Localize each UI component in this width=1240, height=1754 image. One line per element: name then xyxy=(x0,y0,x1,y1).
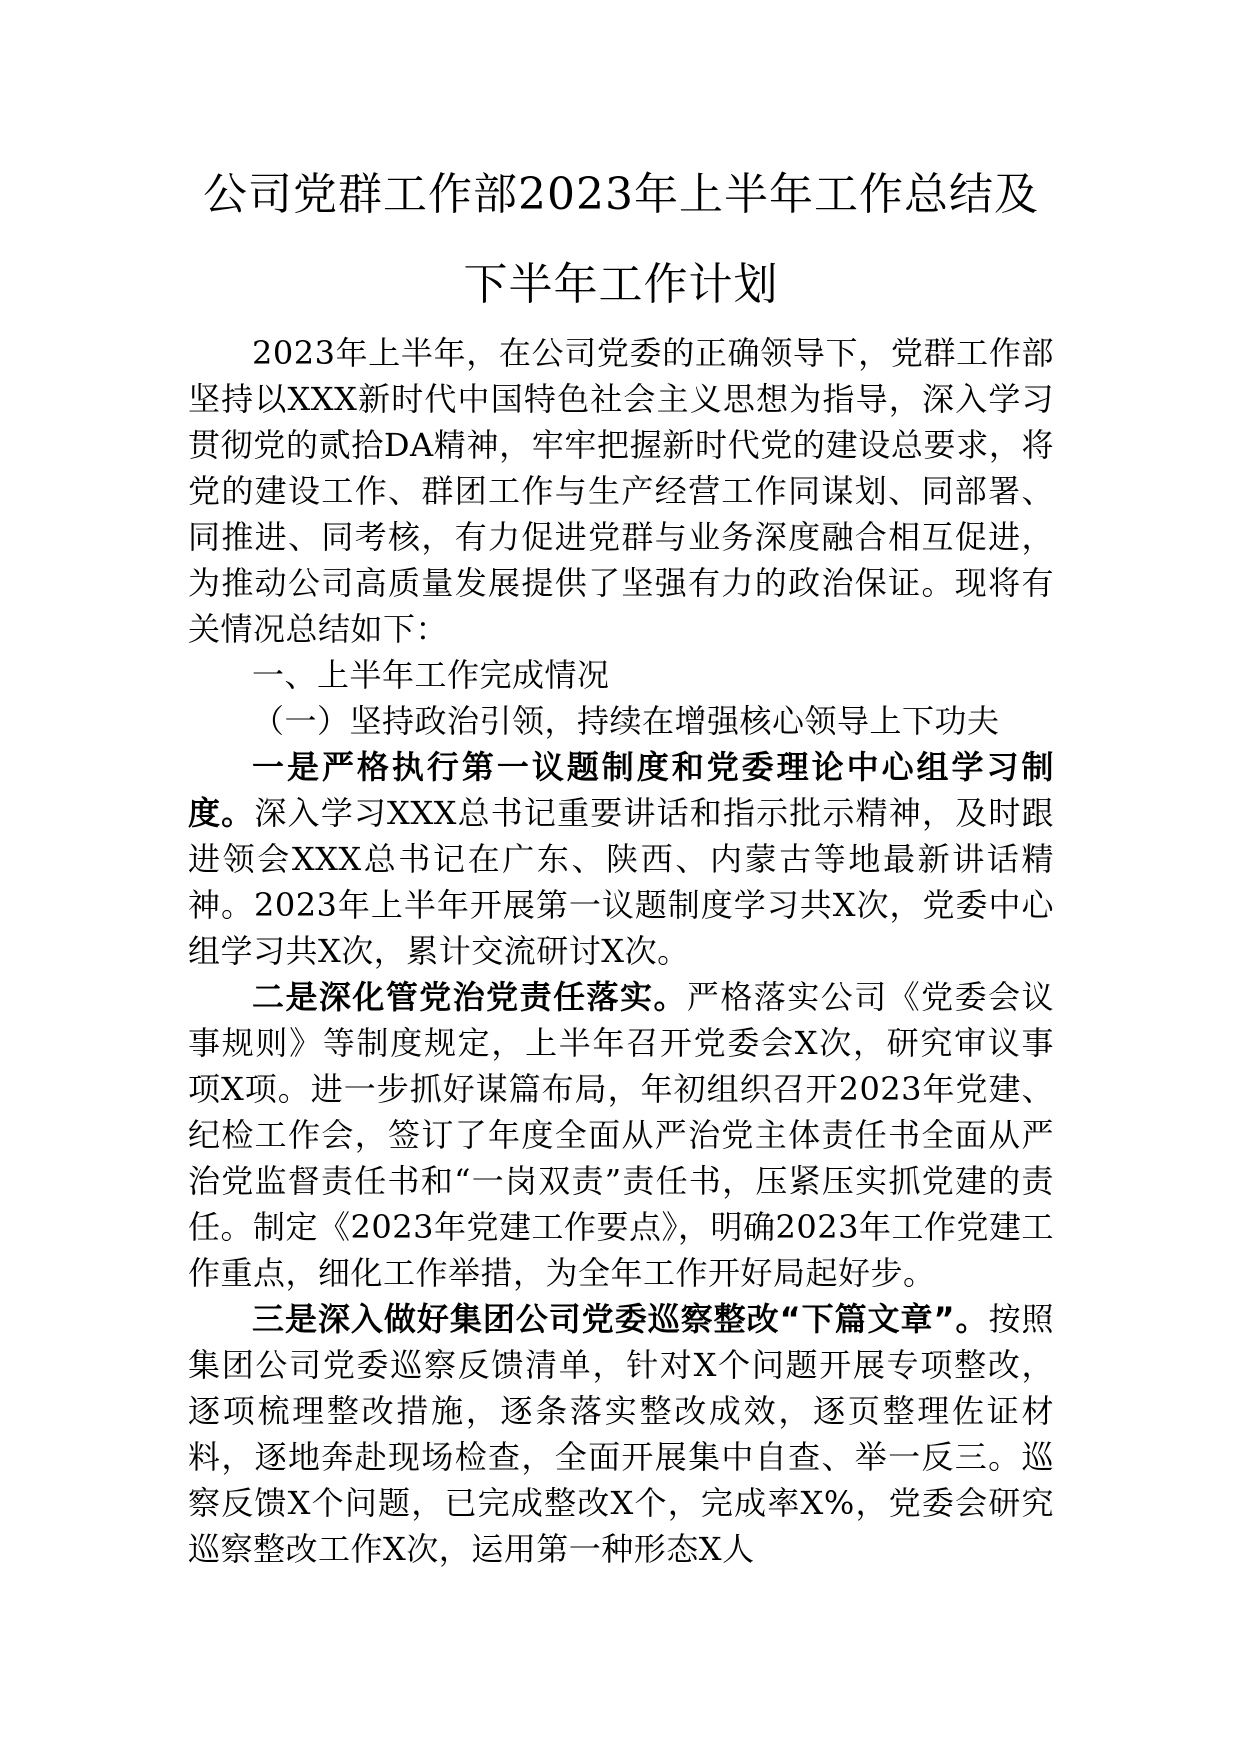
document-page xyxy=(188,150,1054,1572)
intro-paragraph: 2023年上半年，在公司党委的正确领导下，党群工作部坚持以XXX新时代中国特色社会主义思想为指导，深入学习贯彻党的贰拾DA精神，牢牢把握新时代党的建设总要求，将党的建设工作、群团工作与生产经营工作同谋划、同部署、同推进、同考核，有力促进党群与业务深度融合相互促进，为推动公司高质量发展提供了坚强有力的政治保证。现将有关情况总结如下： xyxy=(188,334,1054,648)
document-title xyxy=(188,150,1054,330)
item-3-lead: 三是深入做好集团公司党委巡察整改“下篇文章”。 xyxy=(252,1300,989,1338)
item-paragraph-2 xyxy=(188,974,1054,1296)
item-1-lead: 一是严格执行第一议题制度和党委理论中心组学习制度。 xyxy=(188,748,1054,832)
title-line-1: 公司党群工作部2023年上半年工作总结及 xyxy=(203,169,1039,220)
subsection-heading: （一）坚持政治引领，持续在增强核心领导上下功夫 xyxy=(252,702,1000,740)
section-heading: 一、上半年工作完成情况 xyxy=(252,656,610,694)
title-line-2: 下半年工作计划 xyxy=(463,259,779,310)
document-body xyxy=(188,330,1054,1572)
item-paragraph-3 xyxy=(188,1296,1054,1572)
item-2-text: 严格落实公司《党委会议事规则》等制度规定，上半年召开党委会X次，研究审议事项X项。进一步抓好谋篇布局，年初组织召开2023年党建、纪检工作会，签订了年度全面从严治党主体责任书全面从严治党监督责任书和“一岗双责”责任书，压紧压实抓党建的责任。制定《2023年党建工作要点》，明确2023年工作党建工作重点，细化工作举措，为全年工作开好局起好步。 xyxy=(188,978,1054,1292)
item-3-text: 按照集团公司党委巡察反馈清单，针对X个问题开展专项整改，逐项梳理整改措施，逐条落实整改成效，逐页整理佐证材料，逐地奔赴现场检查，全面开展集中自查、举一反三。巡察反馈X个问题，已完成整改X个，完成率X%，党委会研究巡察整改工作X次，运用第一种形态X人 xyxy=(188,1300,1054,1568)
item-paragraph-1 xyxy=(188,744,1054,974)
item-1-text: 深入学习XXX总书记重要讲话和指示批示精神，及时跟进领会XXX总书记在广东、陕西、内蒙古等地最新讲话精神。2023年上半年开展第一议题制度学习共X次，党委中心组学习共X次，累计交流研讨X次。 xyxy=(188,794,1054,970)
item-2-lead: 二是深化管党治党责任落实。 xyxy=(252,978,687,1016)
